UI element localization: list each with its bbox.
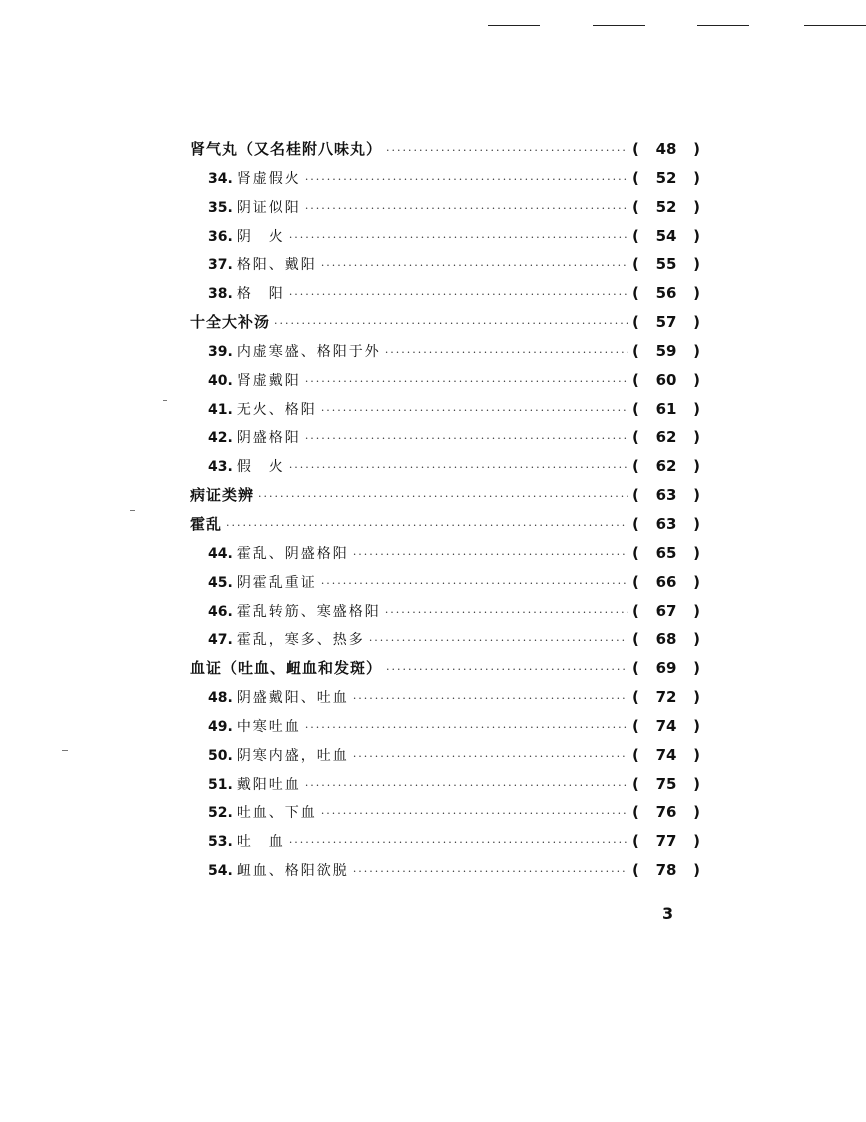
close-paren: ) <box>693 572 700 591</box>
entry-page <box>632 452 700 481</box>
open-paren: ( <box>632 313 639 332</box>
close-paren: ) <box>693 284 700 303</box>
entry-page <box>632 798 700 827</box>
entry-number: 47. <box>208 632 233 649</box>
entry-title: 假 火 <box>236 459 285 476</box>
toc-entry[interactable] <box>190 827 700 856</box>
entry-number: 54. <box>208 863 233 880</box>
page-number: 3 <box>662 904 674 923</box>
entry-number: 45. <box>208 574 233 591</box>
page-ref: 67 <box>655 601 677 620</box>
entry-title: 阴盛格阳 <box>236 430 301 447</box>
close-paren: ) <box>693 659 700 678</box>
page-ref: 62 <box>655 428 677 447</box>
toc-entry[interactable] <box>190 539 700 568</box>
close-paren: ) <box>693 543 700 562</box>
entry-number: 39. <box>208 343 233 360</box>
dot-leader <box>369 627 628 656</box>
entry-page <box>632 625 700 654</box>
open-paren: ( <box>632 630 639 649</box>
entry-page <box>632 135 700 164</box>
toc-entry[interactable] <box>190 798 700 827</box>
entry-number: 44. <box>208 545 233 562</box>
close-paren: ) <box>693 168 700 187</box>
dot-leader <box>353 541 628 570</box>
close-paren: ) <box>693 716 700 735</box>
dot-leader <box>305 166 628 195</box>
toc-entry[interactable] <box>190 770 700 799</box>
toc-entry[interactable] <box>190 423 700 452</box>
page-ref: 63 <box>655 514 677 533</box>
entry-number: 43. <box>208 459 233 476</box>
open-paren: ( <box>632 457 639 476</box>
entry-number: 35. <box>208 199 233 216</box>
close-paren: ) <box>693 486 700 505</box>
close-paren: ) <box>693 457 700 476</box>
entry-title: 内虚寒盛、格阳于外 <box>236 343 381 360</box>
entry-page <box>632 510 700 539</box>
close-paren: ) <box>693 861 700 880</box>
entry-page <box>632 827 700 856</box>
close-paren: ) <box>693 255 700 274</box>
open-paren: ( <box>632 168 639 187</box>
page-ref: 72 <box>655 688 677 707</box>
entry-title: 衄血、格阳欲脱 <box>236 863 349 880</box>
entry-number: 42. <box>208 430 233 447</box>
entry-page <box>632 770 700 799</box>
entry-page <box>632 250 700 279</box>
page-ref: 52 <box>655 168 677 187</box>
open-paren: ( <box>632 428 639 447</box>
entry-title: 阴霍乱重证 <box>236 574 317 591</box>
close-paren: ) <box>693 688 700 707</box>
entry-title: 阴盛戴阳、吐血 <box>236 690 349 707</box>
dot-leader <box>258 483 628 512</box>
dot-leader <box>305 425 628 454</box>
entry-number: 34. <box>208 170 233 187</box>
entry-number: 48. <box>208 690 233 707</box>
entry-page <box>632 481 700 510</box>
toc-entry[interactable] <box>190 625 700 654</box>
close-paren: ) <box>693 399 700 418</box>
entry-title: 十全大补汤 <box>190 313 271 332</box>
open-paren: ( <box>632 284 639 303</box>
entry-title: 病证类辨 <box>190 486 255 505</box>
entry-page <box>632 423 700 452</box>
toc-entry[interactable] <box>190 683 700 712</box>
page-ref: 61 <box>655 399 677 418</box>
dot-leader <box>353 858 628 887</box>
entry-number: 53. <box>208 834 233 851</box>
entry-title: 霍乱转筋、寒盛格阳 <box>236 603 381 620</box>
toc-entry[interactable] <box>190 597 700 626</box>
entry-page <box>632 337 700 366</box>
close-paren: ) <box>693 774 700 793</box>
page-ref: 55 <box>655 255 677 274</box>
dot-leader <box>289 829 628 858</box>
dot-leader <box>353 743 628 772</box>
dot-leader <box>305 195 628 224</box>
entry-page <box>632 164 700 193</box>
entry-page <box>632 279 700 308</box>
entry-title: 血证（吐血、衄血和发斑） <box>190 659 383 678</box>
page-ref: 52 <box>655 197 677 216</box>
entry-page <box>632 395 700 424</box>
open-paren: ( <box>632 341 639 360</box>
close-paren: ) <box>693 803 700 822</box>
toc-entry[interactable] <box>190 250 700 279</box>
open-paren: ( <box>632 832 639 851</box>
entry-title: 吐 血 <box>236 834 285 851</box>
entry-number: 37. <box>208 257 233 274</box>
entry-number: 52. <box>208 805 233 822</box>
open-paren: ( <box>632 514 639 533</box>
dot-leader <box>289 224 628 253</box>
entry-number: 46. <box>208 603 233 620</box>
page-ref: 62 <box>655 457 677 476</box>
open-paren: ( <box>632 745 639 764</box>
entry-title: 吐血、下血 <box>236 805 317 822</box>
dot-leader <box>385 599 628 628</box>
open-paren: ( <box>632 486 639 505</box>
entry-page <box>632 193 700 222</box>
toc-entry[interactable] <box>190 366 700 395</box>
entry-number: 36. <box>208 228 233 245</box>
entry-title: 阴 火 <box>236 228 285 245</box>
open-paren: ( <box>632 688 639 707</box>
dot-leader <box>305 772 628 801</box>
page-ref: 76 <box>655 803 677 822</box>
entry-number: 41. <box>208 401 233 418</box>
dot-leader <box>321 252 628 281</box>
open-paren: ( <box>632 370 639 389</box>
toc-entry[interactable] <box>190 741 700 770</box>
open-paren: ( <box>632 399 639 418</box>
entry-title: 中寒吐血 <box>236 718 301 735</box>
entry-page <box>632 712 700 741</box>
toc-entry[interactable] <box>190 337 700 366</box>
dot-leader <box>226 512 628 541</box>
close-paren: ) <box>693 226 700 245</box>
open-paren: ( <box>632 861 639 880</box>
scan-mark-1 <box>163 400 167 401</box>
scan-mark-3 <box>62 750 68 751</box>
close-paren: ) <box>693 745 700 764</box>
dot-leader <box>305 368 628 397</box>
entry-page <box>632 654 700 683</box>
entry-title: 霍乱 <box>190 514 223 533</box>
entry-number: 51. <box>208 776 233 793</box>
close-paren: ) <box>693 341 700 360</box>
dot-leader <box>321 570 628 599</box>
close-paren: ) <box>693 370 700 389</box>
open-paren: ( <box>632 774 639 793</box>
page-ref: 78 <box>655 861 677 880</box>
page-ref: 59 <box>655 341 677 360</box>
entry-title: 格 阳 <box>236 286 285 303</box>
entry-page <box>632 222 700 251</box>
toc-entry[interactable] <box>190 222 700 251</box>
entry-number: 40. <box>208 372 233 389</box>
toc-entry[interactable] <box>190 395 700 424</box>
entry-title: 阴证似阳 <box>236 199 301 216</box>
entry-page <box>632 741 700 770</box>
entry-number: 49. <box>208 718 233 735</box>
entry-title: 霍乱，寒多、热多 <box>236 632 365 649</box>
dot-leader <box>289 281 628 310</box>
page-ref: 56 <box>655 284 677 303</box>
open-paren: ( <box>632 226 639 245</box>
page-ref: 75 <box>655 774 677 793</box>
page-ref: 54 <box>655 226 677 245</box>
top-rule-3 <box>697 25 749 26</box>
page-ref: 74 <box>655 716 677 735</box>
open-paren: ( <box>632 601 639 620</box>
open-paren: ( <box>632 543 639 562</box>
toc-entry[interactable] <box>190 308 700 337</box>
dot-leader <box>386 656 628 685</box>
page-ref: 69 <box>655 659 677 678</box>
open-paren: ( <box>632 197 639 216</box>
entry-title: 肾虚假火 <box>236 170 301 187</box>
entry-page <box>632 366 700 395</box>
top-rule-4 <box>804 25 866 26</box>
page-ref: 77 <box>655 832 677 851</box>
page-ref: 66 <box>655 572 677 591</box>
toc-entry[interactable] <box>190 510 700 539</box>
scan-mark-2 <box>130 510 135 511</box>
open-paren: ( <box>632 572 639 591</box>
open-paren: ( <box>632 803 639 822</box>
close-paren: ) <box>693 832 700 851</box>
open-paren: ( <box>632 140 639 158</box>
toc-entry[interactable] <box>190 193 700 222</box>
open-paren: ( <box>632 255 639 274</box>
page-ref: 68 <box>655 630 677 649</box>
close-paren: ) <box>693 140 700 158</box>
toc-entry[interactable] <box>190 481 700 510</box>
page-ref: 63 <box>655 486 677 505</box>
dot-leader <box>321 800 628 829</box>
page-ref: 48 <box>655 140 677 158</box>
toc-entry[interactable] <box>190 164 700 193</box>
entry-title: 肾虚戴阳 <box>236 372 301 389</box>
entry-number: 38. <box>208 286 233 303</box>
entry-page <box>632 539 700 568</box>
entry-title: 格阳、戴阳 <box>236 257 317 274</box>
page-ref: 65 <box>655 543 677 562</box>
close-paren: ) <box>693 630 700 649</box>
close-paren: ) <box>693 313 700 332</box>
entry-page <box>632 568 700 597</box>
top-rule-2 <box>593 25 645 26</box>
page-ref: 57 <box>655 313 677 332</box>
page-ref: 60 <box>655 370 677 389</box>
toc-entry[interactable] <box>190 568 700 597</box>
entry-number: 50. <box>208 747 233 764</box>
dot-leader <box>385 339 628 368</box>
top-rule-1 <box>488 25 540 26</box>
entry-page <box>632 856 700 885</box>
dot-leader <box>274 310 628 339</box>
close-paren: ) <box>693 601 700 620</box>
toc-entry[interactable] <box>190 279 700 308</box>
entry-page <box>632 597 700 626</box>
close-paren: ) <box>693 514 700 533</box>
dot-leader <box>305 714 628 743</box>
page-ref: 74 <box>655 745 677 764</box>
close-paren: ) <box>693 428 700 447</box>
open-paren: ( <box>632 716 639 735</box>
toc-entry[interactable] <box>190 135 700 164</box>
toc-entry[interactable] <box>190 452 700 481</box>
dot-leader <box>353 685 628 714</box>
close-paren: ) <box>693 197 700 216</box>
dot-leader <box>321 397 628 426</box>
open-paren: ( <box>632 659 639 678</box>
table-of-contents <box>190 135 700 885</box>
toc-entry[interactable] <box>190 712 700 741</box>
entry-page <box>632 308 700 337</box>
entry-title: 肾气丸（又名桂附八味丸） <box>190 140 383 158</box>
entry-title: 霍乱、阴盛格阳 <box>236 545 349 562</box>
entry-page <box>632 683 700 712</box>
entry-title: 无火、格阳 <box>236 401 317 418</box>
toc-entry[interactable] <box>190 856 700 885</box>
dot-leader <box>289 454 628 483</box>
toc-entry[interactable] <box>190 654 700 683</box>
entry-title: 戴阳吐血 <box>236 776 301 793</box>
dot-leader <box>386 137 628 166</box>
entry-title: 阴寒内盛，吐血 <box>236 747 349 764</box>
